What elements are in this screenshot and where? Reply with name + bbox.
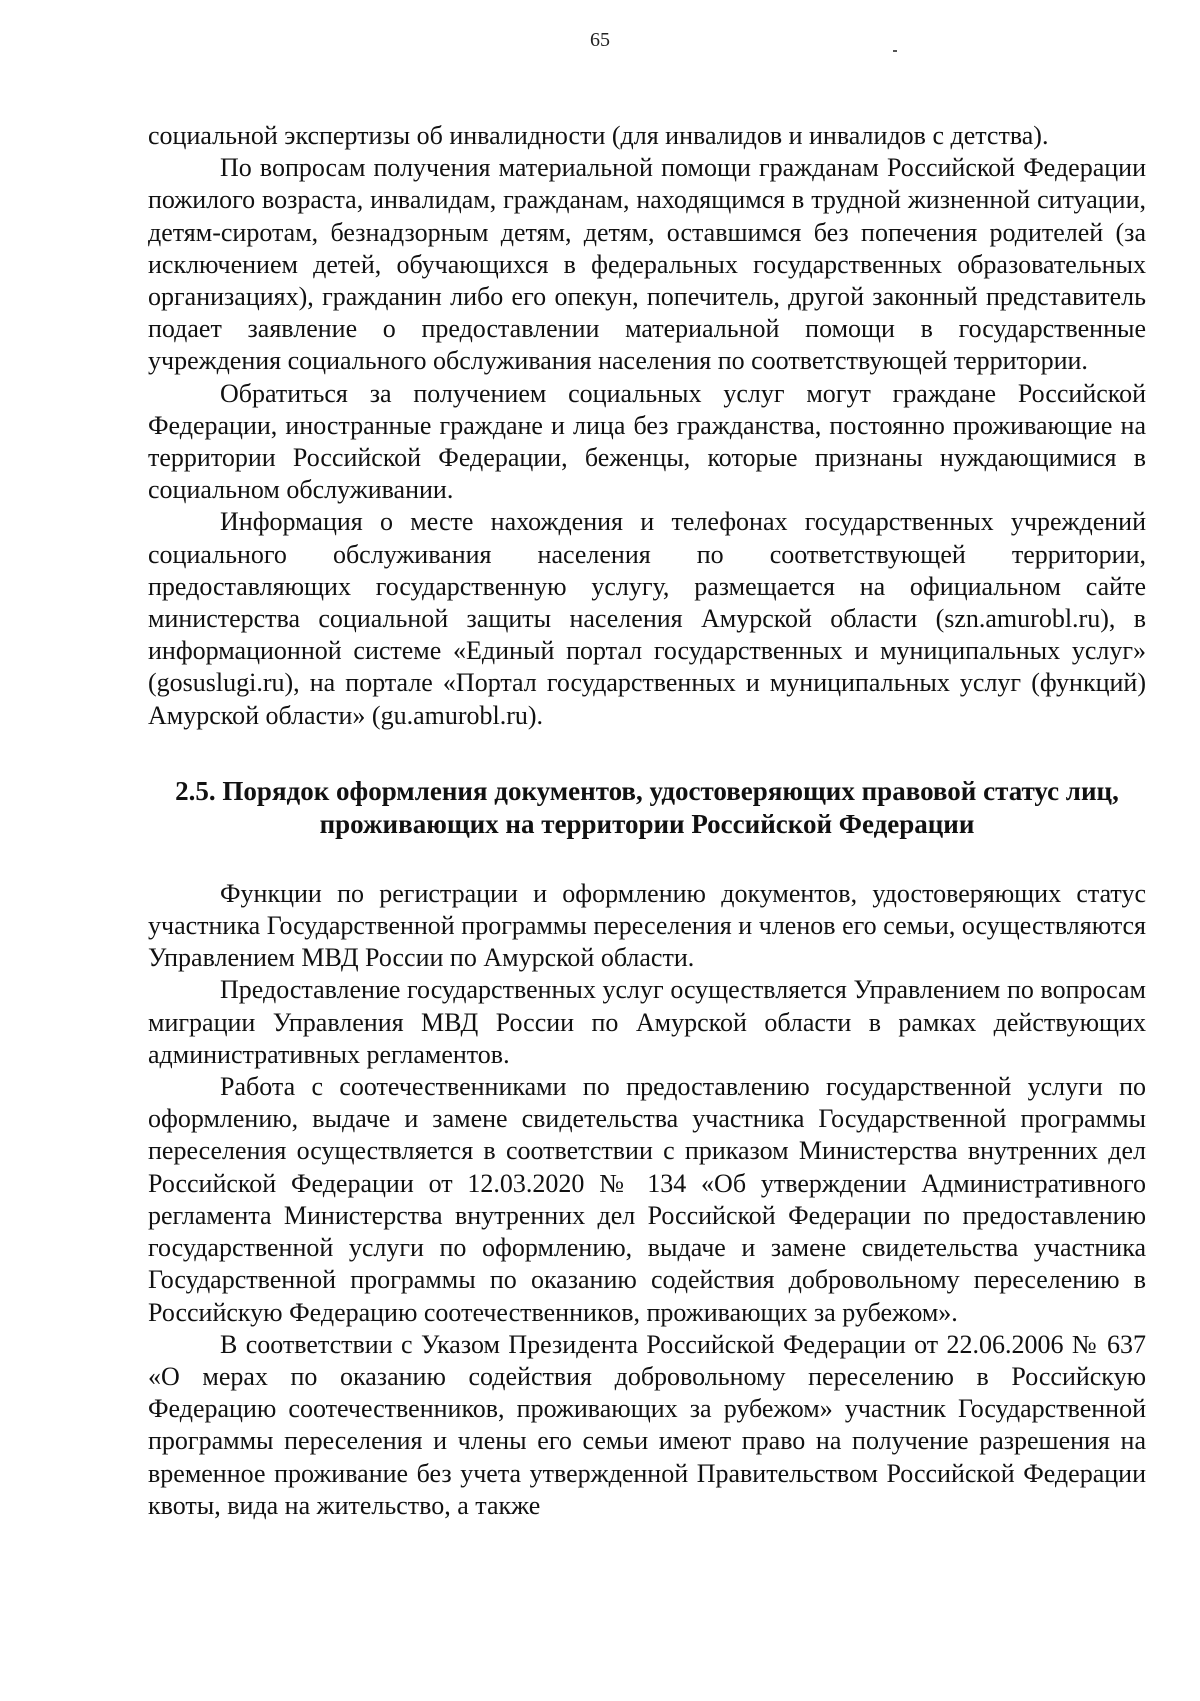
paragraph-material-assistance: По вопросам получения материальной помощи гражданам Российской Федерации пожилого возраста, инвалидам, гражданам, находящимся в трудной жизненной ситуации, детям-сиротам, безнадзорным детям, детям, оставшимся без попечения родителей (за исключением детей, обучающихся в федеральных государственных образовательных организациях), гражданин либо его опекун, попечитель, другой законный представитель подает заявление о предоставлении материальной помощи в государственные учреждения социального обслуживания населения по соответствующей территории.	[148, 153, 1146, 376]
paragraph-registration-functions: Функции по регистрации и оформлению документов, удостоверяющих статус участника Государственной программы переселения и членов его семьи, осуществляются Управлением МВД России по Амурской области.	[148, 878, 1146, 973]
paragraph-intro: социальной экспертизы об инвалидности (для инвалидов и инвалидов с детства).	[148, 121, 1049, 150]
paragraph-state-services: Предоставление государственных услуг осуществляется Управлением по вопросам миграции Управления МВД России по Амурской области в рамках действующих административных регламентов.	[148, 975, 1146, 1069]
paragraph-institution-info: Информация о месте нахождения и телефонах государственных учреждений социального обслуживания населения по соответствующей территории, предоставляющих государственную услугу, размещается на официальном сайте министерства социальной защиты населения Амурской области (szn.amurobl.ru), в информационной системе «Единый портал государственных и муниципальных услуг» (gosuslugi.ru), на портале «Портал государственных и муниципальных услуг (функций) Амурской области» (gu.amurobl.ru).	[148, 507, 1146, 730]
section-heading-2-5: 2.5. Порядок оформления документов, удостоверяющих правовой статус лиц, проживающих на территории Российской Федерации	[175, 775, 1119, 839]
page-number: 65	[590, 29, 610, 51]
paragraph-social-services-eligibility: Обратиться за получением социальных услуг могут граждане Российской Федерации, иностранные граждане и лица без гражданства, постоянно проживающие на территории Российской Федерации, беженцы, которые признаны нуждающимися в социальном обслуживании.	[148, 378, 1146, 505]
document-body	[148, 120, 1146, 1522]
paragraph-compatriots-work: Работа с соотечественниками по предоставлению государственной услуги по оформлению, выдаче и замене свидетельства участника Государственной программы переселения осуществляется в соответствии с приказом Министерства внутренних дел Российской Федерации от 12.03.2020 № 134 «Об утверждении Административного регламента Министерства внутренних дел Российской Федерации по предоставлению государственной услуги по оформлению, выдаче и замене свидетельства участника Государственной программы по оказанию содействия добровольному переселению в Российскую Федерацию соотечественников, проживающих за рубежом».	[148, 1072, 1146, 1327]
scan-speck	[893, 50, 897, 52]
paragraph-presidential-decree: В соответствии с Указом Президента Российской Федерации от 22.06.2006 № 637 «О мерах по оказанию содействия добровольному переселению в Российскую Федерацию соотечественников, проживающих за рубежом» участник Государственной программы переселения и члены его семьи имеют право на получение разрешения на временное проживание без учета утвержденной Правительством Российской Федерации квоты, вида на жительство, а также	[148, 1329, 1146, 1520]
